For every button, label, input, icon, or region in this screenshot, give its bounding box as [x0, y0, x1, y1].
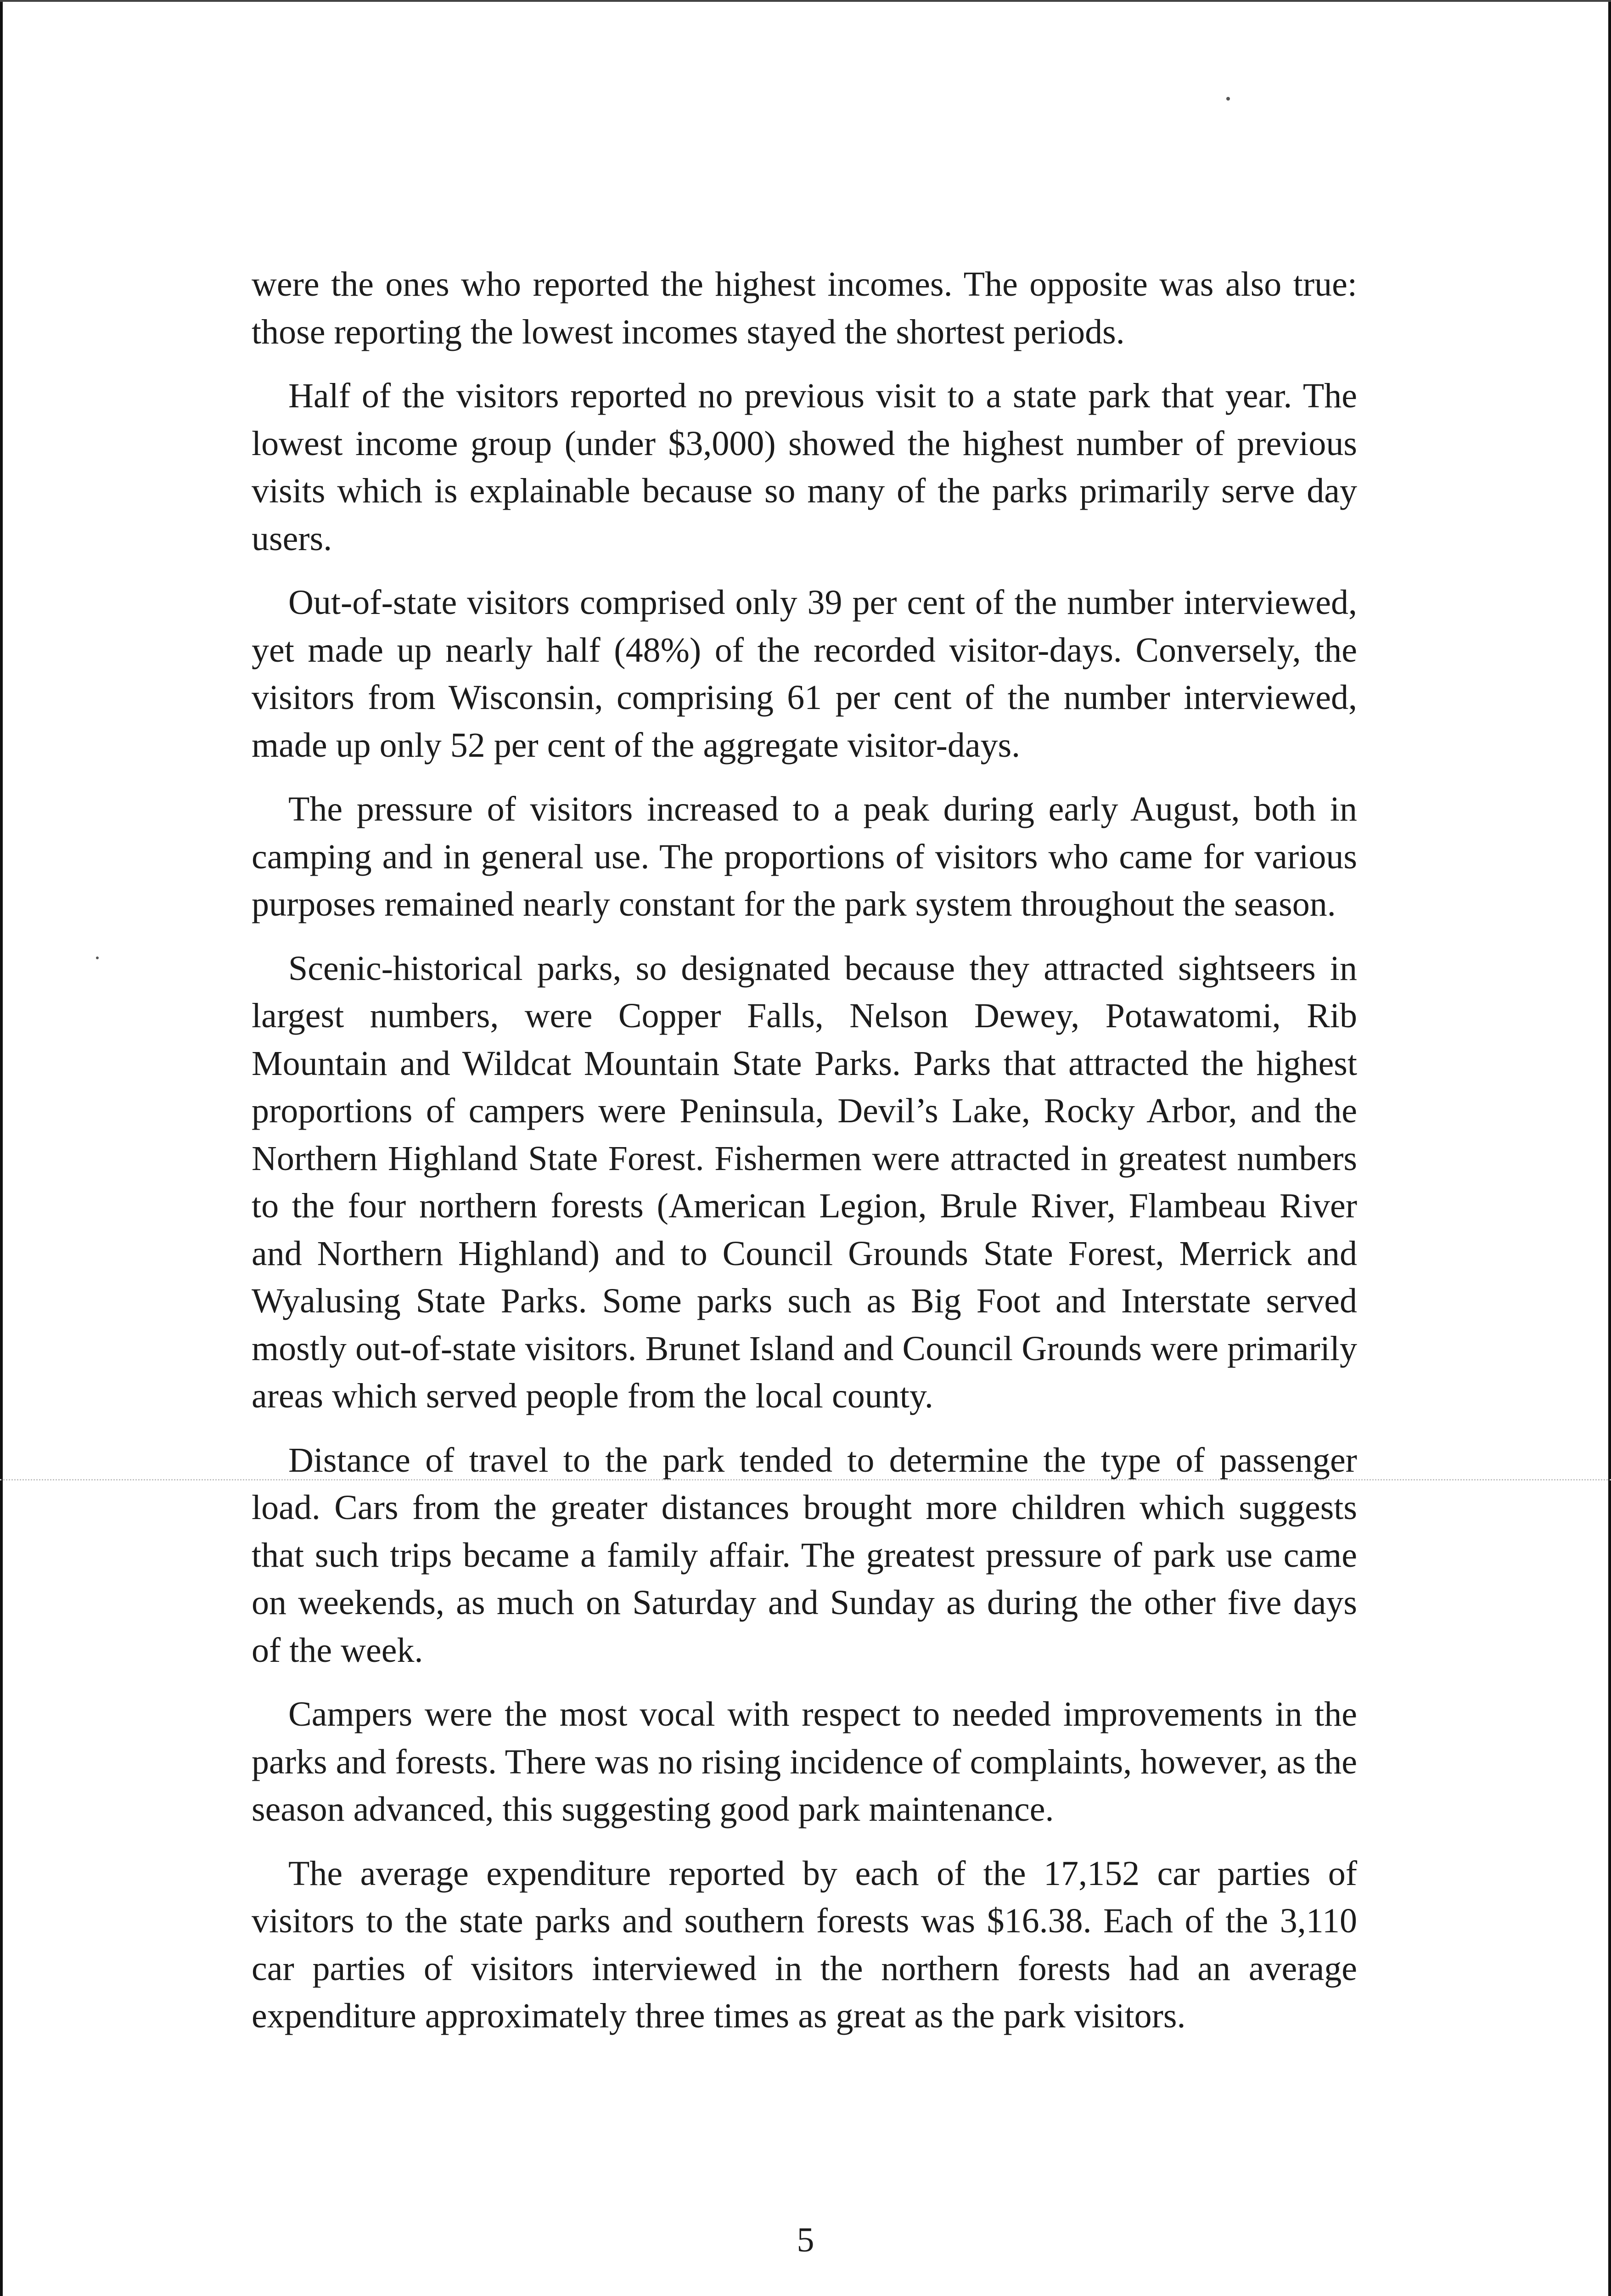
- paragraph-campers: Campers were the most vocal with respect to needed improvements in the parks and forests. There was no rising incidence of complaints, however, as the season advanced, this suggesting good park maintenance.: [252, 1695, 1357, 1829]
- page-border-right: [1608, 0, 1611, 2296]
- paragraph-visitor-pressure: The pressure of visitors increased to a peak during early August, both in camping and in general use. The proportions of visitors who came for various purposes remained nearly constant for the park system throughout the season.: [252, 790, 1357, 923]
- scan-speck: [96, 957, 99, 959]
- page-number: 5: [797, 2221, 814, 2259]
- paragraph-previous-visits: Half of the visitors reported no previous visit to a state park that year. The lowest income group (under $3,000) showed the highest number of previous visits which is explainable because so many of the parks primarily serve day users.: [252, 377, 1357, 558]
- body-text: [252, 261, 1357, 2057]
- paragraph-park-types: Scenic-historical parks, so designated because they attracted sightseers in largest numbers, were Copper Falls, Nelson Dewey, Potawatomi, Rib Mountain and Wildcat Mountain State Parks. Parks that attracted the highest proportions of campers were Peninsula, Devil’s Lake, Rocky Arbor, and the Northern Highland State Forest. Fishermen were attracted in greatest numbers to the four northern forests (American Legion, Brule River, Flambeau River and Northern Highland) and to Council Grounds State Forest, Merrick and Wyalusing State Parks. Some parks such as Big Foot and Interstate served mostly out-of-state visitors. Brunet Island and Council Grounds were primarily areas which served people from the local county.: [252, 949, 1357, 1415]
- paragraph-out-of-state: Out-of-state visitors comprised only 39 per cent of the number interviewed, yet made up nearly half (48%) of the recorded visitor-days. Conversely, the visitors from Wisconsin, comprising 61 per cent of the number interviewed, made up only 52 per cent of the aggregate visitor-days.: [252, 583, 1357, 765]
- scan-speck: [1226, 97, 1230, 101]
- page-border-left: [0, 0, 3, 2296]
- paragraph-travel-distance: Distance of travel to the park tended to determine the type of passenger load. Cars from the greater distances brought more children which suggests that such trips became a family affair. The greatest pressure of park use came on weekends, as much on Saturday and Sunday as during the other five days of the week.: [252, 1441, 1357, 1670]
- paragraph-continued: were the ones who reported the highest incomes. The opposite was also true: those reporting the lowest incomes stayed the shortest periods.: [252, 265, 1357, 351]
- page-border-top: [0, 0, 1611, 2]
- paragraph-expenditure: The average expenditure reported by each of the 17,152 car parties of visitors to the state parks and southern forests was $16.38. Each of the 3,110 car parties of visitors interviewed in the northern forests had an average expenditure approximately three times as great as the park visitors.: [252, 1854, 1357, 2035]
